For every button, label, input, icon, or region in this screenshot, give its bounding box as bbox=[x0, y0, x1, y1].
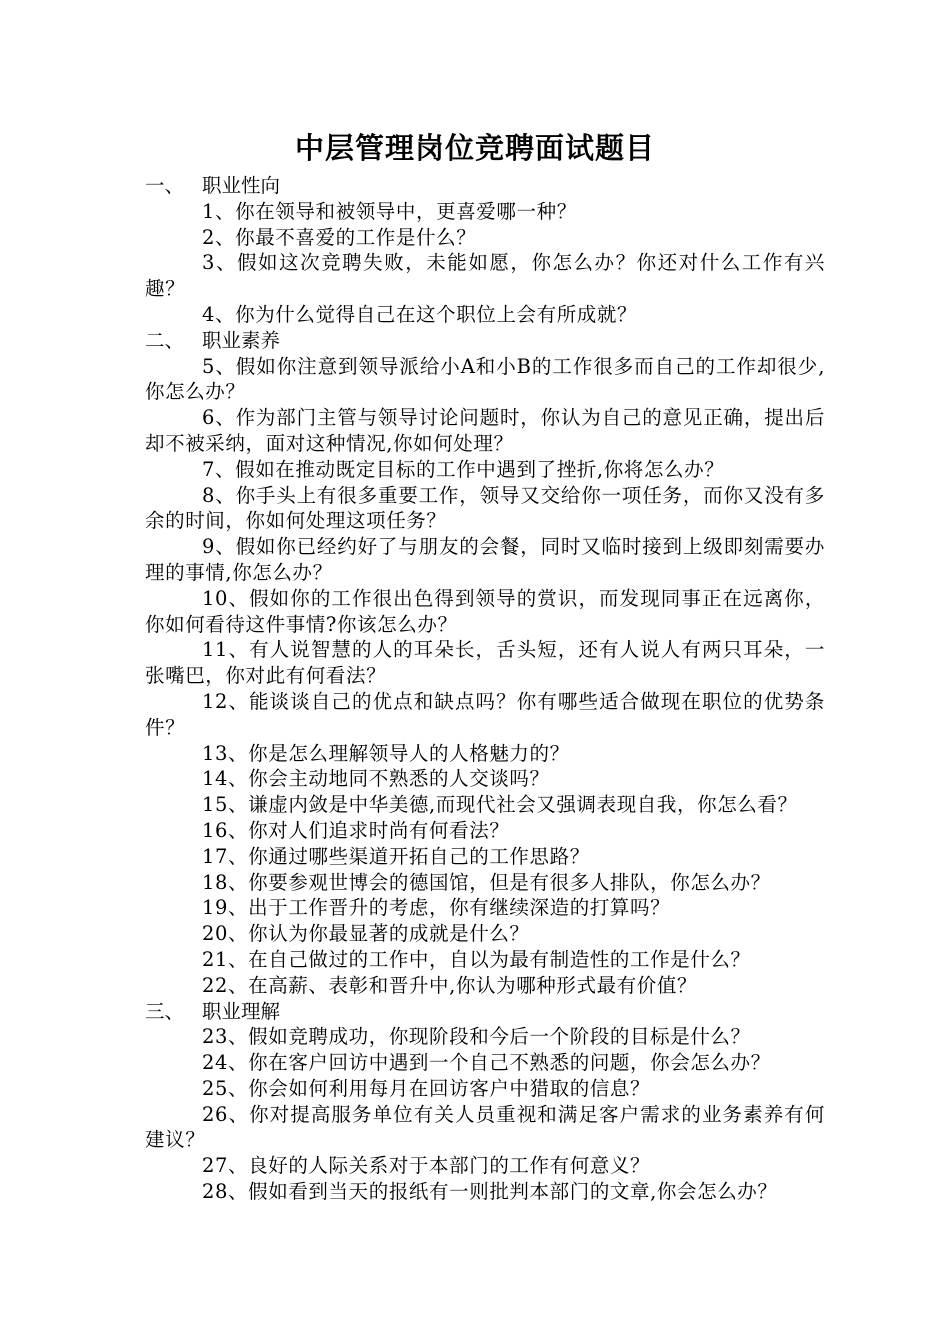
question-24: 24、你在客户回访中遇到一个自己不熟悉的问题，你会怎么办？ bbox=[202, 1051, 771, 1075]
question-8: 8、你手头上有很多重要工作，领导又交给你一项任务，而你又没有多余的时间，你如何处理这项任务？ bbox=[145, 483, 825, 533]
section-3 bbox=[145, 999, 825, 1205]
question-16: 16、你对人们追求时尚有何看法？ bbox=[202, 818, 510, 842]
section-heading bbox=[145, 173, 825, 199]
question-6: 6、作为部门主管与领导讨论问题时，你认为自己的意见正确，提出后却不被采纳，面对这种情况,你如何处理？ bbox=[145, 406, 825, 455]
question-12: 12、能谈谈自己的优点和缺点吗？你有哪些适合做现在职位的优势条件？ bbox=[145, 689, 825, 739]
question-10: 10、假如你的工作很出色得到领导的赏识，而发现同事正在远离你，你如何看待这件事情?你该怎么办？ bbox=[145, 586, 825, 636]
section-2 bbox=[145, 328, 825, 999]
question-17: 17、你通过哪些渠道开拓自己的工作思路？ bbox=[202, 844, 590, 868]
section-heading bbox=[145, 999, 825, 1025]
question-2: 2、你最不喜爱的工作是什么？ bbox=[202, 225, 477, 249]
question-23: 23、假如竞聘成功，你现阶段和今后一个阶段的目标是什么？ bbox=[202, 1025, 751, 1049]
document-body bbox=[145, 173, 825, 1205]
question-15: 15、谦虚内敛是中华美德,而现代社会又强调表现自我，你怎么看？ bbox=[202, 793, 798, 817]
question-5: 5、假如你注意到领导派给小A和小B的工作很多而自己的工作却很少,你怎么办？ bbox=[145, 354, 825, 404]
question-27: 27、良好的人际关系对于本部门的工作有何意义？ bbox=[202, 1154, 651, 1178]
question-20: 20、你认为你最显著的成就是什么？ bbox=[202, 922, 530, 946]
question-11: 11、有人说智慧的人的耳朵长，舌头短，还有人说人有两只耳朵，一张嘴巴，你对此有何看法？ bbox=[145, 638, 825, 688]
section-title: 职业理解 bbox=[202, 999, 281, 1023]
question-4: 4、你为什么觉得自己在这个职位上会有所成就？ bbox=[202, 302, 638, 326]
page-title: 中层管理岗位竞聘面试题目 bbox=[294, 131, 655, 165]
question-14: 14、你会主动地同不熟悉的人交谈吗？ bbox=[202, 767, 550, 791]
question-1: 1、你在领导和被领导中，更喜爱哪一种？ bbox=[202, 199, 577, 223]
question-13: 13、你是怎么理解领导人的人格魅力的？ bbox=[202, 741, 570, 765]
question-22: 22、在高薪、表彰和晋升中,你认为哪种形式最有价值？ bbox=[202, 973, 698, 997]
section-title: 职业性向 bbox=[202, 174, 281, 197]
question-19: 19、出于工作晋升的考虑，你有继续深造的打算吗？ bbox=[202, 896, 671, 920]
section-number: 二、 bbox=[145, 328, 185, 352]
question-7: 7、假如在推动既定目标的工作中遇到了挫折,你将怎么办？ bbox=[202, 457, 725, 481]
section-number: 一、 bbox=[145, 174, 185, 197]
question-26: 26、你对提高服务单位有关人员重视和满足客户需求的业务素养有何建议？ bbox=[145, 1102, 825, 1152]
section-1 bbox=[145, 173, 825, 328]
question-28: 28、假如看到当天的报纸有一则批判本部门的文章,你会怎么办？ bbox=[202, 1180, 778, 1204]
question-18: 18、你要参观世博会的德国馆，但是有很多人排队，你怎么办？ bbox=[202, 870, 771, 894]
question-21: 21、在自己做过的工作中，自以为最有制造性的工作是什么？ bbox=[202, 947, 751, 971]
question-3: 3、假如这次竞聘失败，未能如愿，你怎么办？你还对什么工作有兴趣？ bbox=[145, 251, 825, 301]
section-number: 三、 bbox=[145, 999, 185, 1023]
question-25: 25、你会如何利用每月在回访客户中猎取的信息？ bbox=[202, 1076, 651, 1100]
section-title: 职业素养 bbox=[202, 328, 281, 352]
question-9: 9、假如你已经约好了与朋友的会餐，同时又临时接到上级即刻需要办理的事情,你怎么办？ bbox=[145, 535, 825, 584]
section-heading bbox=[145, 328, 825, 354]
